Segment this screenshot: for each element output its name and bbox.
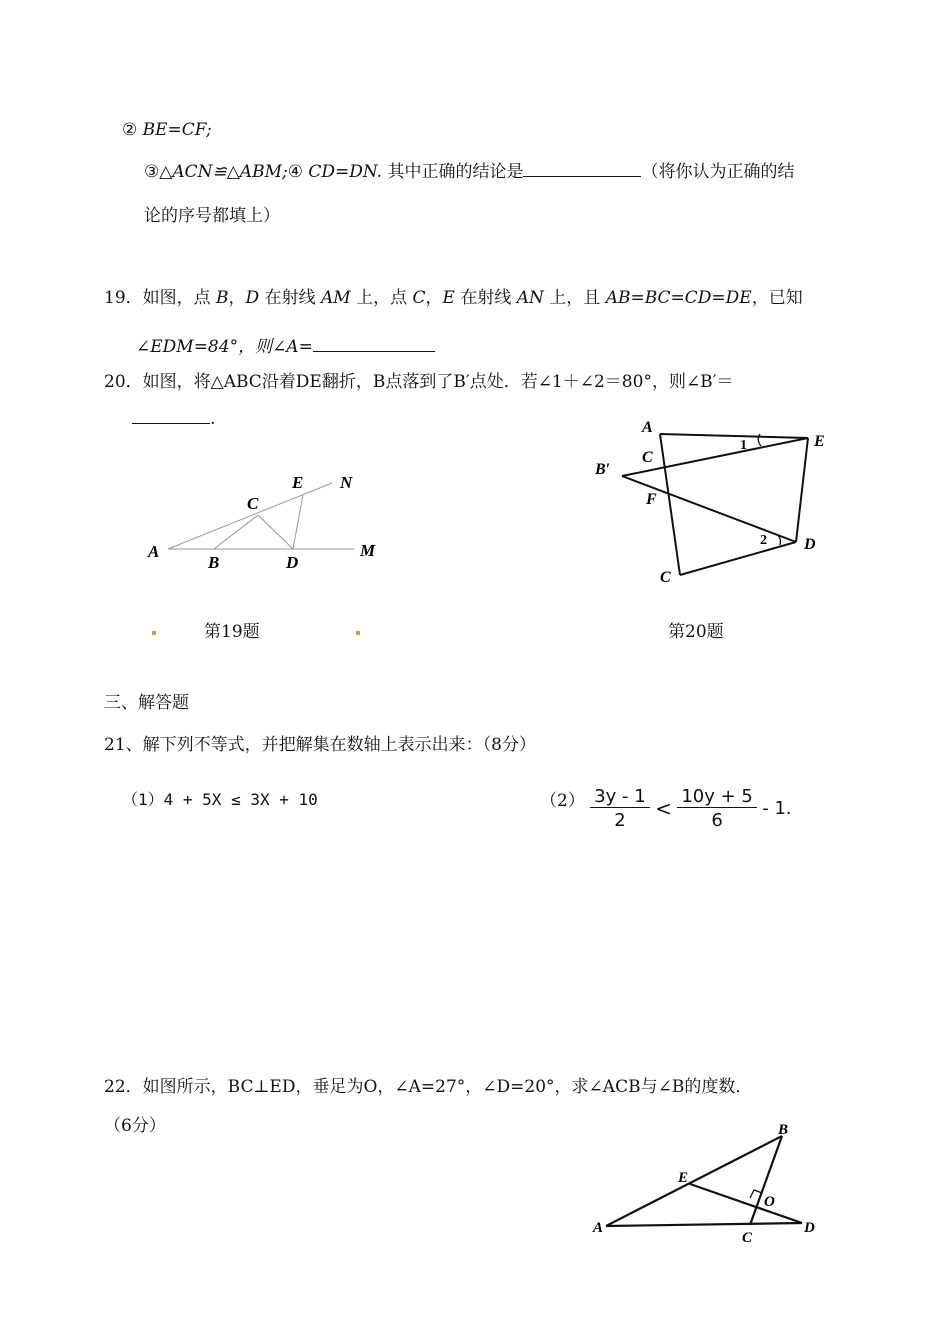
q21-part1: （1）4 + 5X ≤ 3X + 10: [122, 790, 318, 809]
q20-answer-blank[interactable]: [132, 405, 210, 424]
q21-text: 21、解下列不等式，并把解集在数轴上表示出来：（8分）: [104, 735, 536, 755]
q18-item2: ② BE=CF;: [122, 120, 212, 140]
fig19-label-d: D: [286, 553, 299, 572]
q20-text: 20．如图，将△ABC沿着DE翻折，B点落到了B′点处．若∠1＋∠2＝80°，则∠B′＝: [104, 372, 734, 392]
fig22-label-c: C: [742, 1230, 753, 1246]
q22-text: 22．如图所示，BC⊥ED，垂足为O，∠A=27°，∠D=20°，求∠ACB与∠B的度数．: [104, 1077, 753, 1097]
figure-22: [590, 1112, 830, 1247]
fig20-label-c-top: C: [642, 449, 653, 466]
seg-ed: [690, 1184, 802, 1223]
decorative-dot: [356, 631, 360, 635]
fig20-label-f: F: [646, 491, 657, 508]
seg-cd: [258, 515, 293, 549]
fig20-label-angle2: 2: [760, 533, 767, 548]
fig20-label-a: A: [642, 419, 653, 436]
fig19-label-n: N: [340, 473, 353, 492]
fig22-label-b: B: [778, 1122, 789, 1138]
caption-20: 第20题: [668, 622, 724, 642]
figure-20: [590, 412, 850, 592]
seg-b-prime-d: [622, 476, 796, 542]
q18-items34: ③△ACN≌△ABM;④ CD=DN. 其中正确的结论是 （将你认为正确的结: [144, 158, 794, 183]
fig20-label-c-bottom: C: [660, 569, 671, 586]
fig20-label-angle1: 1: [740, 438, 747, 453]
fig19-label-e: E: [292, 473, 304, 492]
q22-score: （6分）: [104, 1116, 166, 1136]
figure-19: [140, 468, 400, 578]
q19-angle-line: ∠EDM=84°，则∠A=: [136, 333, 435, 358]
fig22-label-o: O: [764, 1194, 775, 1210]
seg-ae: [660, 434, 808, 438]
q18-line3: 论的序号都填上）: [144, 206, 280, 226]
fig19-label-a: A: [148, 542, 160, 561]
decorative-dot: [152, 631, 156, 635]
fig22-label-e: E: [678, 1170, 689, 1186]
q19-text: 19．如图，点 B，D 在射线 AM 上，点 C，E 在射线 AN 上，且 AB=BC=CD=DE，已知: [104, 288, 803, 308]
fig20-label-d: D: [804, 536, 816, 553]
fig20-label-b-prime: B′: [595, 461, 611, 478]
section-title: 三、解答题: [104, 693, 189, 713]
fig22-label-a: A: [593, 1220, 604, 1236]
seg-ad: [606, 1223, 802, 1226]
seg-cd: [680, 542, 796, 575]
ray-an: [168, 483, 332, 549]
fig22-label-d: D: [804, 1220, 815, 1236]
caption-19: 第19题: [204, 622, 260, 642]
seg-de: [293, 495, 303, 549]
seg-ed: [796, 438, 808, 542]
fig19-label-b: B: [208, 553, 220, 572]
q19-answer-blank[interactable]: [313, 333, 435, 352]
fig20-label-e: E: [814, 433, 825, 450]
fraction-2: $\frac{10y + 5}{6}$: [677, 786, 757, 831]
q18-answer-blank[interactable]: [523, 158, 641, 177]
fraction-1: $\frac{3y - 1}{2}$: [590, 786, 650, 831]
q21-part2: （2） $\frac{3y - 1}{2}$ < $\frac{10y + 5}{6}$ - 1.: [540, 786, 792, 831]
q20-answer-line: .: [132, 405, 215, 430]
fig19-label-c: C: [247, 494, 259, 513]
seg-bc: [214, 515, 258, 549]
seg-ac: [660, 434, 680, 575]
fig19-label-m: M: [360, 541, 376, 560]
